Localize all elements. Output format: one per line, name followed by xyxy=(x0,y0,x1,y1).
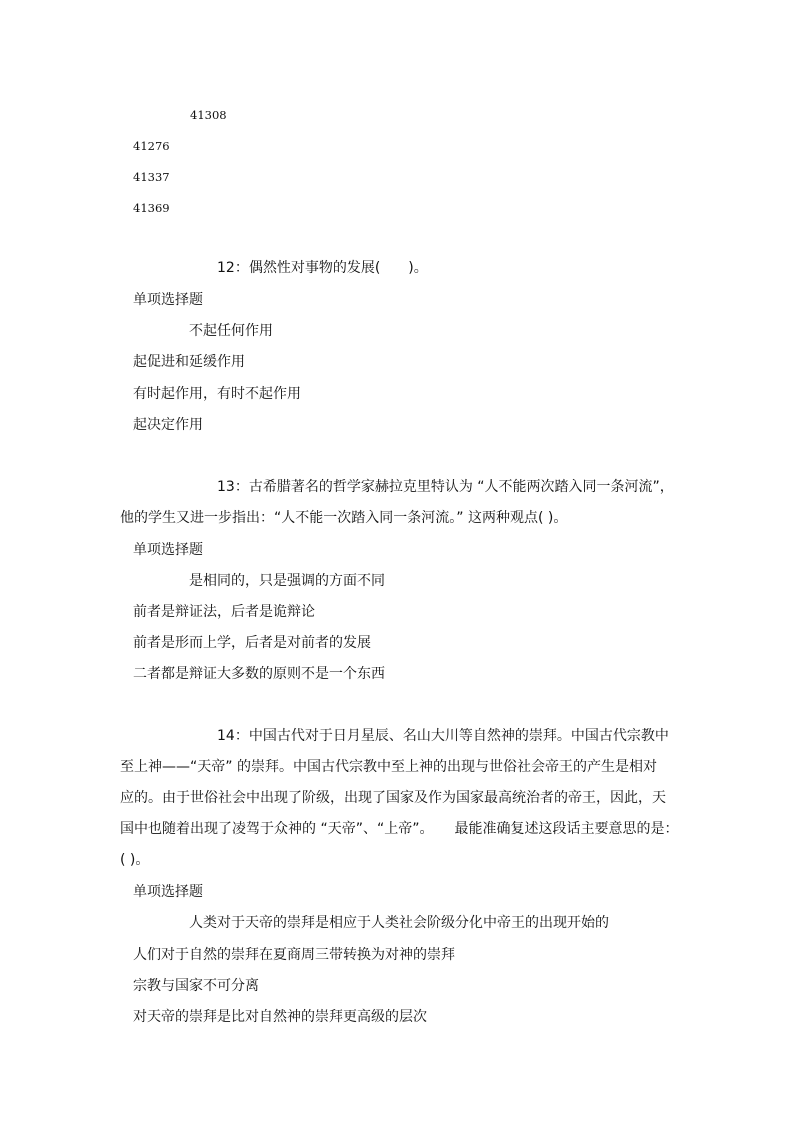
q14-option-c: 宗教与国家不可分离 xyxy=(133,978,259,994)
q12-stem: 12：偶然性对事物的发展( )。 xyxy=(217,260,428,276)
q12-option-d: 起决定作用 xyxy=(133,417,203,433)
q12-type: 单项选择题 xyxy=(133,292,203,308)
q14-option-d: 对天帝的崇拜是比对自然神的崇拜更高级的层次 xyxy=(133,1009,427,1025)
q14-stem-line-4: 国中也随着出现了凌驾于众神的 “天帝”、“上帝”。 最能准确复述这段话主要意思的是： xyxy=(120,821,679,837)
q13-stem-line-2: 他的学生又进一步指出：“人不能一次踏入同一条河流。” 这两种观点( )。 xyxy=(120,510,568,526)
q13-option-c: 前者是形而上学，后者是对前者的发展 xyxy=(133,635,371,651)
q12-option-b: 起促进和延缓作用 xyxy=(133,354,245,370)
q14-type: 单项选择题 xyxy=(133,884,203,900)
q14-option-a: 人类对于天帝的崇拜是相应于人类社会阶级分化中帝王的出现开始的 xyxy=(189,915,609,931)
q13-option-a: 是相同的，只是强调的方面不同 xyxy=(189,573,385,589)
q13-stem-line-1: 13：古希腊著名的哲学家赫拉克里特认为 “人不能两次踏入同一条河流”， xyxy=(217,479,674,495)
q13-type: 单项选择题 xyxy=(133,542,203,558)
q12-option-a: 不起任何作用 xyxy=(189,323,273,339)
q14-option-b: 人们对于自然的崇拜在夏商周三带转换为对神的崇拜 xyxy=(133,947,455,963)
prev-option-d: 41369 xyxy=(133,201,170,215)
q14-stem-line-2: 至上神——“天帝” 的崇拜。中国古代宗教中至上神的出现与世俗社会帝王的产生是相对 xyxy=(120,759,657,775)
q13-option-d: 二者都是辩证大多数的原则不是一个东西 xyxy=(133,666,385,682)
q14-stem-line-5: ( )。 xyxy=(120,852,150,868)
q14-stem-line-1: 14：中国古代对于日月星辰、名山大川等自然神的崇拜。中国古代宗教中 xyxy=(217,728,669,744)
q13-option-b: 前者是辩证法，后者是诡辩论 xyxy=(133,604,315,620)
prev-option-a: 41308 xyxy=(190,108,227,122)
prev-option-b: 41276 xyxy=(133,139,170,153)
q14-stem-line-3: 应的。由于世俗社会中出现了阶级，出现了国家及作为国家最高统治者的帝王，因此，天 xyxy=(120,790,666,806)
prev-option-c: 41337 xyxy=(133,170,170,184)
q12-option-c: 有时起作用，有时不起作用 xyxy=(133,386,301,402)
